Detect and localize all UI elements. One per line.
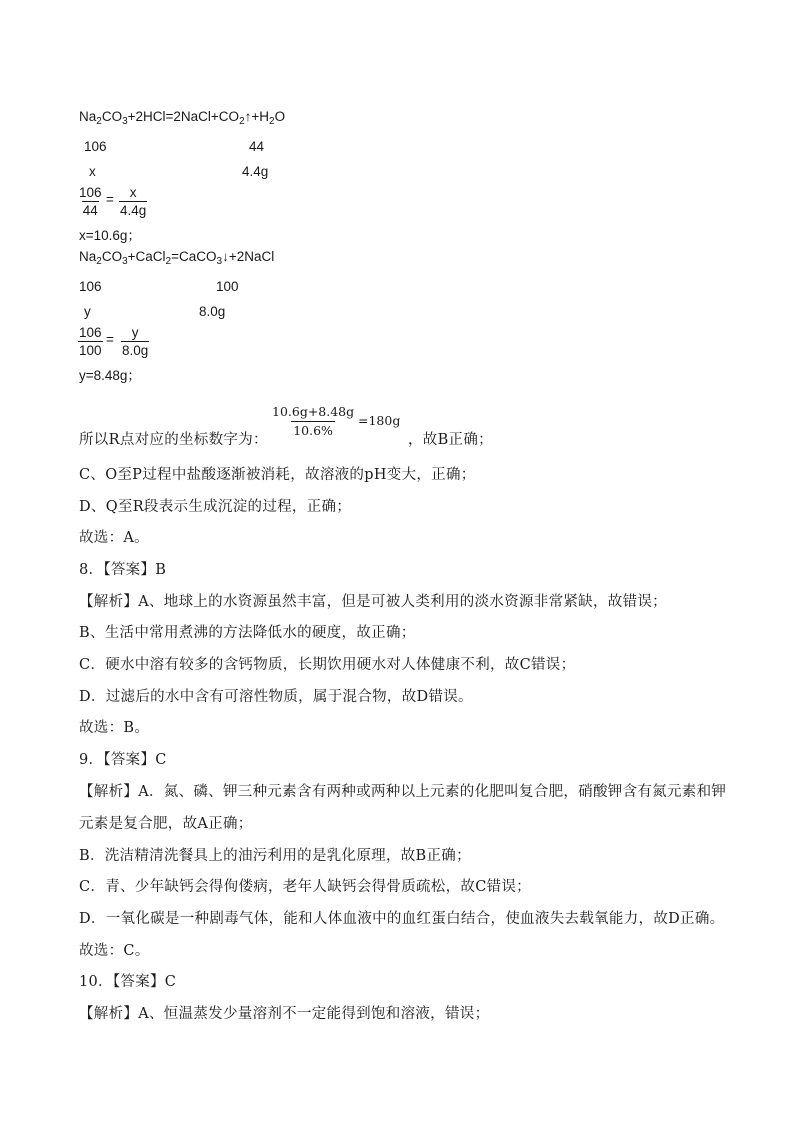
text-line: 【解析】A．氮、磷、钾三种元素含有两种或两种以上元素的化肥叫复合肥，硝酸钾含有氮元素和钾 [79, 784, 727, 800]
question-8-answer: 8．【答案】B [79, 562, 167, 578]
eq2-fraction-right: $\frac{y}{8.0g}$ [122, 325, 149, 358]
text-line: 【解析】A、恒温蒸发少量溶剂不一定能得到饱和溶液，错误； [79, 1006, 490, 1022]
text-line: D、Q至R段表示生成沉淀的过程，正确； [79, 499, 352, 515]
r-point-prefix: 所以R点对应的坐标数字为： [79, 432, 268, 448]
text-line: C．硬水中溶有较多的含钙物质，长期饮用硬水对人体健康不利，故C错误； [79, 657, 576, 673]
text-line: D．一氧化碳是一种剧毒气体，能和人体血液中的血红蛋白结合，使血液失去载氧能力，故D正确。 [79, 911, 725, 927]
text-line: C、O至P过程中盐酸逐渐被消耗，故溶液的pH变大，正确； [79, 467, 476, 483]
text-line: B．洗洁精清洗餐具上的油污利用的是乳化原理，故B正确； [79, 848, 471, 864]
eq2-mass-caco3: 100 [216, 279, 239, 294]
text-line: 故选：B。 [79, 720, 150, 736]
eq1-fraction-right: $\frac{x}{4.4g}$ [120, 185, 147, 218]
eq2-var-mass: 8.0g [199, 304, 226, 319]
eq1-result: x=10.6g； [79, 228, 141, 243]
text-line: D．过滤后的水中含有可溶性物质，属于混合物，故D错误。 [79, 689, 473, 705]
eq2-fraction-left: $\frac{106}{100}$ [79, 325, 102, 358]
eq1-fraction-left: $\frac{106}{44}$ [79, 185, 102, 218]
equation-2: $Na_2CO_3+CaCl_2=CaCO_3↓+2NaCl$ [79, 249, 275, 267]
text-line: C．青、少年缺钙会得佝偻病，老年人缺钙会得骨质疏松，故C错误； [79, 879, 531, 895]
text-line: B、生活中常用煮沸的方法降低水的硬度，故正确； [79, 625, 416, 641]
eq2-var-y: y [84, 304, 91, 319]
text-line: 故选：C。 [79, 943, 150, 959]
text-line: 元素是复合肥，故A正确； [79, 816, 253, 832]
question-9-answer: 9．【答案】C [79, 752, 167, 768]
r-point-value: =180g [358, 413, 401, 428]
question-10-answer: 10．【答案】C [79, 974, 177, 990]
equation-1: $Na_2CO_3+2HCl=2NaCl+CO_2↑+H_2O$ [79, 109, 286, 127]
eq1-equals: = [106, 192, 114, 207]
eq1-var-x: x [89, 164, 96, 179]
r-point-fraction: $\frac{10.6g+8.48g}{10.6\%}$ [272, 404, 355, 438]
eq1-var-mass: 4.4g [242, 164, 269, 179]
eq2-mass-na2co3: 106 [79, 279, 102, 294]
r-point-suffix: ，故B正确； [408, 432, 493, 448]
eq1-mass-co2: 44 [249, 139, 265, 154]
text-line: 【解析】A、地球上的水资源虽然丰富，但是可被人类利用的淡水资源非常紧缺，故错误； [79, 594, 667, 610]
eq2-equals: = [106, 332, 114, 347]
eq1-mass-na2co3: 106 [84, 139, 107, 154]
eq2-result: y=8.48g； [79, 368, 141, 383]
text-line: 故选：A。 [79, 530, 149, 546]
